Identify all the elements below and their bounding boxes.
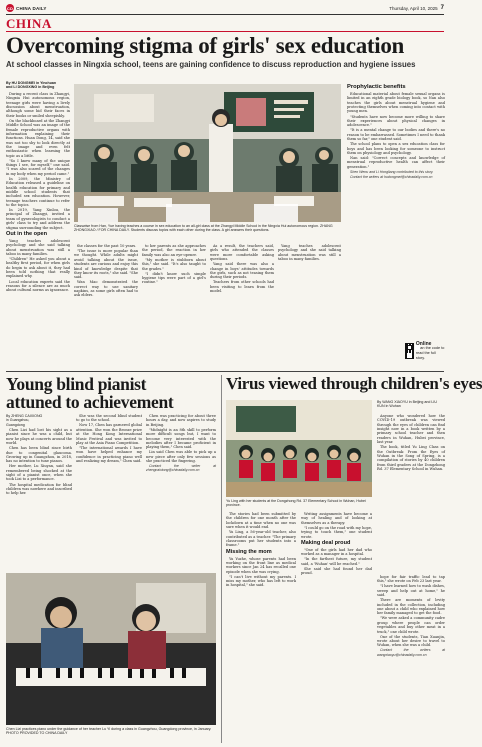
left-p: Her mother, Lu Xiuyan, said she remembered being shocked at the sight of a pianist once, when she took Lizi to a performance. [6, 464, 72, 482]
lead-col1-p: In 2019, Yang Xinlou, the principal of Zhangyi, invited a team of gynecologists to conduct a girls' class to try and address the stigma surrounding the subject. [6, 208, 70, 230]
right-p: Yu Ling, a 56-year-old teacher, also contributed as a teacher. "The primary classrooms put her students into a frame." [226, 530, 296, 548]
masthead [6, 3, 444, 13]
lead-subhead-open: Out in the open [6, 230, 48, 237]
right-p: "I have learned how to wash dishes, sweep and help out at home," he said. [377, 584, 445, 598]
lead-col2-p: Local education experts said the reasons for a silence are as much about cultural norms as ignorance. [6, 279, 70, 293]
lead-col4-p: "My mother is stubborn about this," she said. "It's also taught to the grades." [142, 257, 206, 271]
right-headline: Virus viewed through children's eyes [226, 374, 482, 393]
left-p: Chen was practicing for about three hours a day, and now aspires to study in Beijing. [146, 414, 216, 427]
issue-date: Thursday, April 10, 2025 [389, 5, 438, 11]
right-p: There are moments of levity included in the collection, including one about a child who explained how her family managed to get the food. [377, 598, 445, 616]
lead-photo [74, 84, 341, 222]
left-col-1 [6, 428, 72, 571]
right-p: Anyone who wondered how the COVID-19 outbreak was viewed through the eyes of children can find insight now in a book written by a primary school teacher and then readers in Wuhan, Hubei province, last year. [377, 414, 445, 445]
lead-byline [6, 81, 72, 90]
lead-col5-p: As a result, the teachers said, girls who attended the classes were more comfortable asking questions. [210, 244, 274, 262]
right-p: Yu Yuzhe, whose parents had been working on the front line as medical workers since Jan 24 has recalled one episode when she was crying. [226, 556, 296, 574]
left-p: Now 17, Chen has garnered global attention. She won the Bronze prize at the Hong Kong International Music Festival and was invited to play at the Asia Piano Competition. [76, 423, 142, 445]
lead-contact: Contact the writers at hudongmei@chinadaily.com.cn [350, 174, 433, 179]
lead-col4-p: "I didn't know such simple hygiene tips were part of a girl's routine." [142, 271, 206, 285]
left-headline-1: Young blind pianist [6, 374, 147, 394]
left-p: Chen Lizi had lost his sight as a pianist since he was a child, but now he plays at concerts around the world. [6, 428, 72, 446]
right-photo [226, 400, 372, 497]
left-contact: Contact the writer at zhengcaixiong@chinadaily.com.cn [146, 464, 216, 473]
lead-byline-1: By HU DONGMEI in Yinchuan [6, 81, 57, 85]
sidebar-heading: Prophylactic benefits [347, 84, 406, 90]
right-col-a [377, 414, 445, 571]
classroom-photo [74, 84, 341, 222]
date-area [389, 5, 444, 11]
right-p: She said she had found her dad proud. [301, 566, 372, 576]
lead-col1-p: On the blackboard at the Zhangyi Middle School was an image of the female reproductive organs with information explaining their functions. Huan Dong, 14, said she was not too shy to look directly at the image and even felt enthusiastic when learning the topic as a little. [6, 118, 70, 158]
right-subhead-deal: Making deal proud [301, 539, 351, 546]
classroom-children-photo [226, 400, 372, 497]
right-col-1 [226, 512, 296, 743]
lead-col3-p: the classes for the past 10 years. [77, 244, 137, 248]
online-qr-box[interactable] [405, 338, 445, 364]
section-label: CHINA [6, 16, 52, 31]
right-subhead-missing: Missing the mom [226, 548, 272, 555]
lead-col1-p: In 2009, the Ministry of Education released a guideline on health education for primary and middle school students that included sex education. However, teenage teachers continue to refer to the topics. [6, 176, 70, 207]
left-p: Chen has been blind since birth due to congenital glaucoma. Growing up in Guangzhou, in 2018, has no intention to tune pianos. [6, 446, 72, 464]
sidebar-p: "It is a mental change to our bodies and there's no reason to be embarrassed. Sometimes I need to thank them so far," one student said. [347, 128, 445, 142]
qr-code-icon[interactable] [405, 343, 414, 359]
left-headline-2: attuned to achievement [6, 392, 174, 412]
right-byline: By WANG XIAOYU in Beijing and LIU KUN in Wuhan [377, 400, 437, 409]
sidebar-p: Nan said: "Correct concepts and knowledge of menstrual reproductive health can affect their generation." [347, 156, 445, 169]
lead-col3-p: Wan Mao demonstrated the correct way to use sanitary napkins, as some girls often had to ask elders. [74, 280, 138, 298]
right-p: One of the students, Tian Xuanjin, wrote about her desire to travel to Wuhan, when she was a child. [377, 634, 445, 648]
lead-col-5 [210, 244, 274, 368]
right-p: hope for fair traffic lead to tap this," she wrote on Feb 23 last year. [377, 575, 445, 584]
sidebar-p: The school plans to open a sex education class for boys and has been looking for someone to instruct them on physiology and psychology. [347, 142, 445, 155]
column-divider [221, 375, 222, 743]
right-p: The book, titled Yu Ling Class on the Outbreak: From the Eyes of Wuhan in the Song of Spring, is a compilation of stories by 40 children from third graders at the Dongzhong Rd. 37 Elementary School in Wuhan. [377, 445, 445, 471]
right-contact: Contact the writers at wangxiaoyu@chinadaily.com.cn [377, 648, 445, 657]
right-p: "We were asked a community cadre group where people can order vegetables and buy other meat in a truck," one child wrote. [377, 616, 445, 634]
left-col-2 [76, 414, 142, 571]
lead-contributors: Shen Wenu and Li Hongliang contributed to this story. [350, 169, 434, 174]
sidebar-p: Educational material about female sexual organs is limited in an eighth grade biology book, so Nan also teaches the girls about menstrual hygiene and protecting themselves when coming into contact with young men. [347, 92, 445, 114]
brand [6, 4, 47, 12]
lead-byline-2: and LI DONGXING in Beijing [6, 85, 55, 90]
right-caption: Yu Ling with her students at the Dongzhong Rd. 37 Elementary School in Wuhan, Hubei province. [226, 499, 366, 508]
lead-col-4 [142, 244, 206, 368]
lead-caption-text: Classwise from Han, Yue having teaches a course in sex education to an all-girl class at the Zhangyi Middle School in the Ningxia Hui autonomous region. ZHANG ZHONGXIAO / FOR CHINA DAILY. Students discuss topics with each other during the class. A girl answers their questions. [74, 224, 333, 233]
right-col-2 [301, 512, 372, 743]
lead-col3-p: "The issue is more popular than we thought. While adults might avoid talking about the issue, students are curious and enjoy this kind of knowledge despite that they know its roots," she said. "She said. [74, 249, 138, 280]
right-p: "I can't live without my parents. I miss my mother, who has left to work in hospital," she said. [226, 574, 296, 588]
page-number: 7 [440, 5, 444, 11]
left-photo [6, 573, 216, 725]
lead-col5-p: Teachers from other schools had been visiting to learn from the model. [210, 280, 274, 294]
lead-col-6 [278, 244, 341, 368]
piano-photo [6, 573, 216, 725]
right-p: "One of the girls had her dad who worked as a manager in a hospital. [301, 547, 372, 557]
left-p: The hospital medication for blind children was nowhere and inscribed to help her. [6, 482, 72, 496]
left-p: "The international awards I have won have helped enhance my confidence in practicing piano well and realizing my dream," Chen said. [76, 446, 142, 464]
right-p: "I could go on the road with my hope, trying to touch them," one student wrote. [301, 525, 372, 539]
lead-col-3 [74, 244, 138, 368]
left-byline: By ZHENG CAIXIONG in Guangzhou, Guangdong [6, 414, 43, 427]
right-p: Writing assignments have become a way of healing and of looking at themselves as a therapy. [301, 512, 372, 525]
lead-col1-p: During a recent class in Zhangyi, Ningxia Hui autonomous region, teenage girls were having a lively discussion about menstruation, although some hid their faces in their books or smiled sheepishly. [6, 92, 70, 118]
lead-caption [74, 224, 341, 233]
left-p: She was the second blind student to go to the school. [76, 414, 142, 423]
lead-sidebar [347, 84, 445, 336]
lead-col2-p: "Children" He asked you about a healthy first period, for when girls do begin to ask about it, they had been told nothing that really explained why. [6, 257, 70, 279]
lead-col1-p: "So I knew many of the unique things I see, for myself," one said. "I was also scared of the changes in my body when my period came." [6, 158, 70, 176]
left-col-3 [146, 414, 216, 571]
top-rule [6, 14, 444, 15]
paper-name: CHINA DAILY [16, 5, 47, 11]
right-p: "In the farthest future, my student said, a 'Wuhan' will be reached." [301, 557, 372, 566]
lead-col-1 [6, 92, 70, 367]
online-desc: Scan the code to read the full story. [415, 346, 445, 360]
lead-col2-extra: Yang teaches adolescent psychology and she said talking about menstruation was still a taboo in many families. [278, 244, 341, 262]
online-label: Online [415, 340, 432, 347]
lead-col4-p: to her parents as she approaches the period, the reaction in her family was also an eye-opener. [142, 244, 206, 257]
lead-headline: Overcoming stigma of girls' sex education [6, 33, 405, 58]
right-col-3 [377, 575, 445, 743]
lead-standfirst: At school classes in Ningxia school, teens are gaining confidence to discuss reproduction and hygiene issues [6, 60, 416, 69]
left-caption: Chen Lizi practices piano under the guidance of her teacher Lu Yi during a class in Guangzhou, Guangdong province, in January. PHOTO PROVIDED TO CHINA DAILY [6, 727, 212, 736]
left-p: Lin said Chen was able to pick up a new piece after only few sessions as she practiced the fingering. [146, 450, 216, 464]
left-p: "Midnight is an 8th skill to perform more difficult songs but, I want to become very interested with the melodies after I became proficient in playing them," Chen said. [146, 427, 216, 450]
online-text [416, 342, 445, 360]
right-p: The stories had been submitted by the children for one month after the lockdown at a time when no one was sure when it would end. [226, 512, 296, 530]
story-divider [6, 371, 444, 372]
china-daily-logo: CD [6, 5, 14, 11]
lead-col2-p: Yang teaches adolescent psychology and she said talking about menstruation was still a taboo in many families. [6, 238, 70, 256]
lead-col5-p: Yang said there was also a change in boys' attitudes towards the girls, such as not teasing them during their periods. [210, 262, 274, 280]
sidebar-p: "Students have now become more willing to share their experiences about physical changes in adolescence." [347, 114, 445, 128]
